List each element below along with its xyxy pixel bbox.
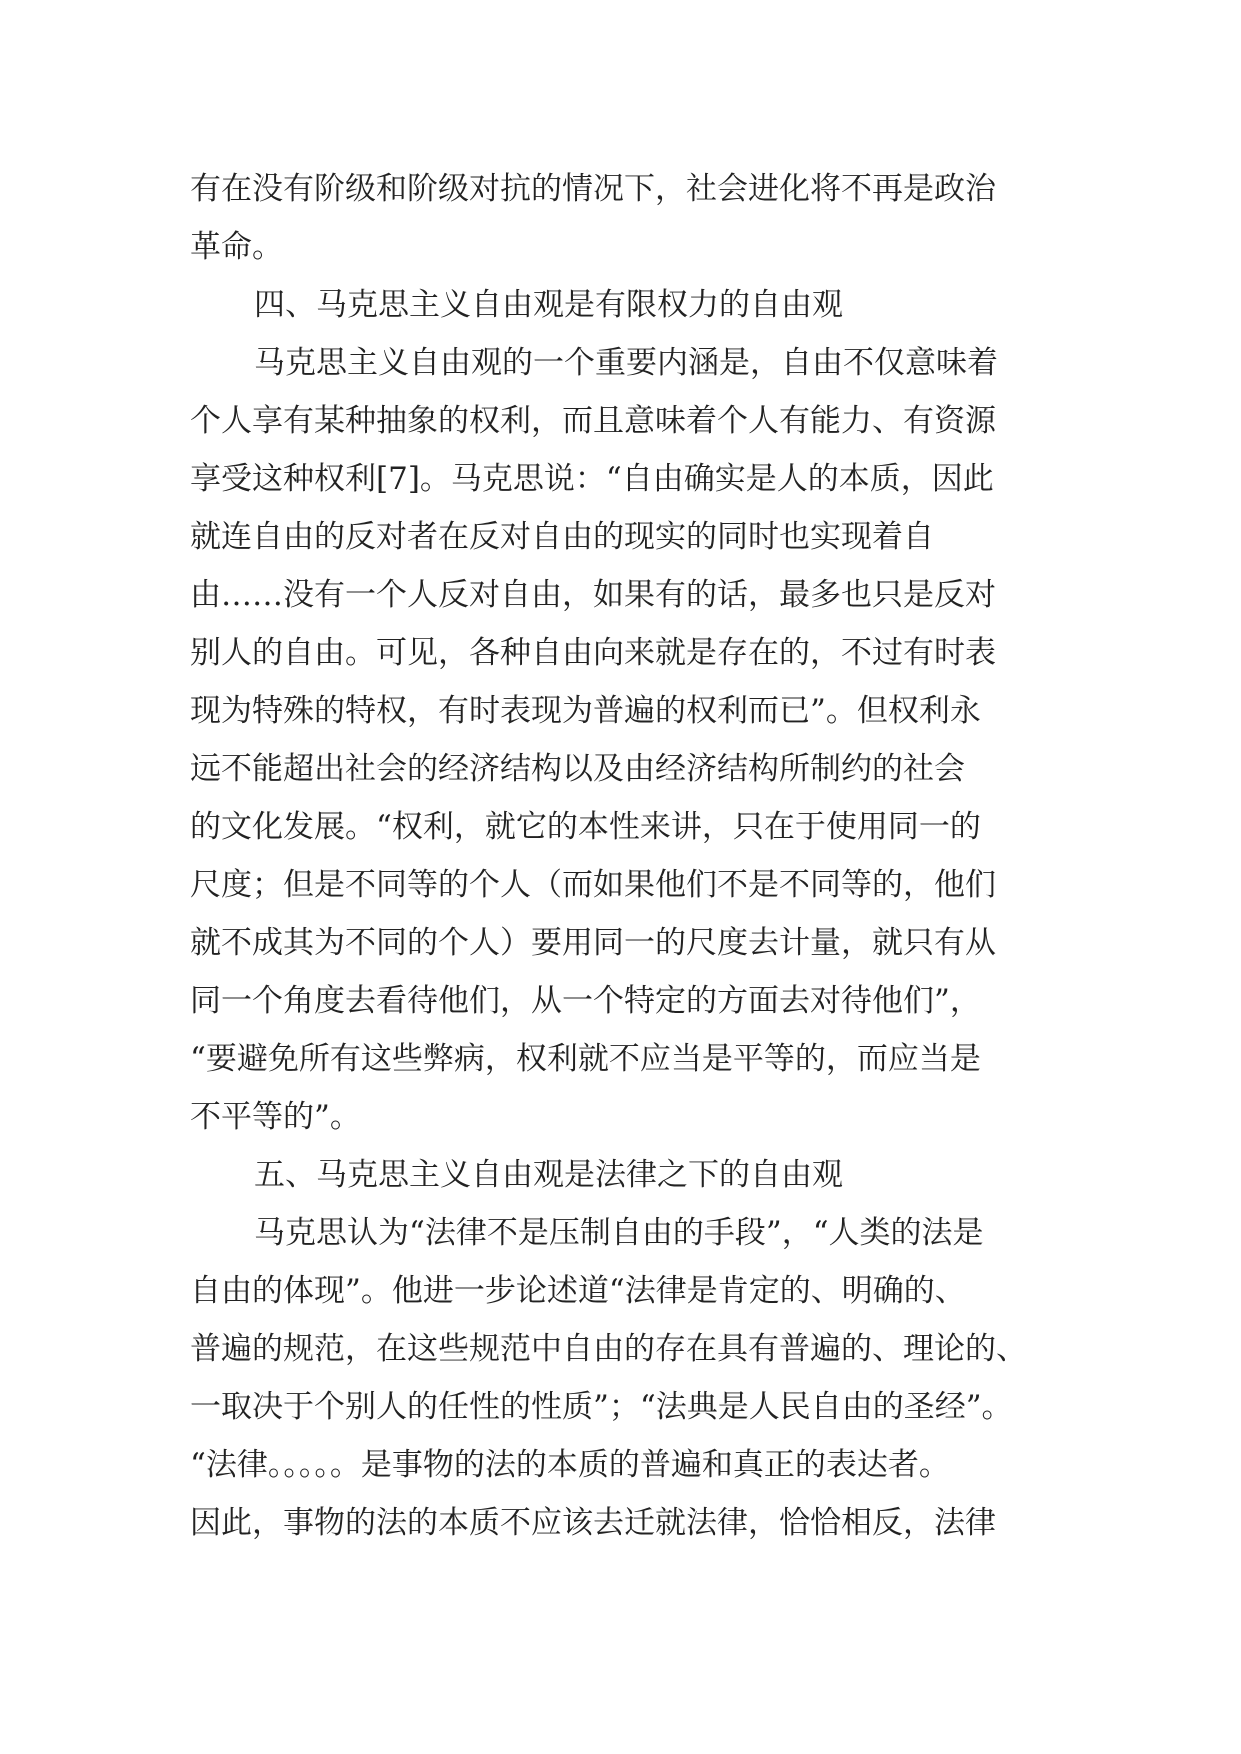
- text-line: 一取决于个别人的任性的性质”；“法典是人民自由的圣经”。: [190, 1389, 1013, 1425]
- text-line: 马克思认为“法律不是压制自由的手段”，“人类的法是: [254, 1215, 984, 1251]
- text-line: 自由的体现”。他进一步论述道“法律是肯定的、明确的、: [190, 1273, 966, 1309]
- text-line: 不平等的”。: [190, 1099, 361, 1135]
- text-line: 同一个角度去看待他们，从一个特定的方面去对待他们”，: [190, 983, 981, 1019]
- text-line: 的文化发展。“权利，就它的本性来讲，只在于使用同一的: [190, 809, 981, 845]
- text-line: 尺度；但是不同等的个人（而如果他们不是不同等的，他们: [190, 867, 996, 903]
- text-line: “要避免所有这些弊病，权利就不应当是平等的，而应当是: [190, 1041, 981, 1077]
- section-heading: 五、马克思主义自由观是法律之下的自由观: [254, 1157, 843, 1193]
- text-line: 就连自由的反对者在反对自由的现实的同时也实现着自: [190, 519, 934, 555]
- text-line: 有在没有阶级和阶级对抗的情况下，社会进化将不再是政治: [190, 171, 996, 207]
- text-line: 享受这种权利[7]。马克思说：“自由确实是人的本质，因此: [190, 461, 994, 497]
- text-line: “法律。。。。。是事物的法的本质的普遍和真正的表达者。: [190, 1447, 950, 1483]
- text-line: 马克思主义自由观的一个重要内涵是，自由不仅意味着: [254, 345, 998, 381]
- text-line: 革命。: [190, 229, 283, 265]
- text-line: 个人享有某种抽象的权利，而且意味着个人有能力、有资源: [190, 403, 996, 439]
- section-heading: 四、马克思主义自由观是有限权力的自由观: [254, 287, 843, 323]
- text-line: 普遍的规范，在这些规范中自由的存在具有普遍的、理论的、: [190, 1331, 1027, 1367]
- text-line: 现为特殊的特权，有时表现为普遍的权利而已”。但权利永: [190, 693, 981, 729]
- text-line: 别人的自由。可见，各种自由向来就是存在的，不过有时表: [190, 635, 996, 671]
- text-line: 由……没有一个人反对自由，如果有的话，最多也只是反对: [190, 577, 996, 613]
- text-line: 远不能超出社会的经济结构以及由经济结构所制约的社会: [190, 751, 965, 787]
- body-text: [190, 160, 1070, 1552]
- text-line: 因此，事物的法的本质不应该去迁就法律，恰恰相反，法律: [190, 1505, 996, 1541]
- text-line: 就不成其为不同的个人）要用同一的尺度去计量，就只有从: [190, 925, 996, 961]
